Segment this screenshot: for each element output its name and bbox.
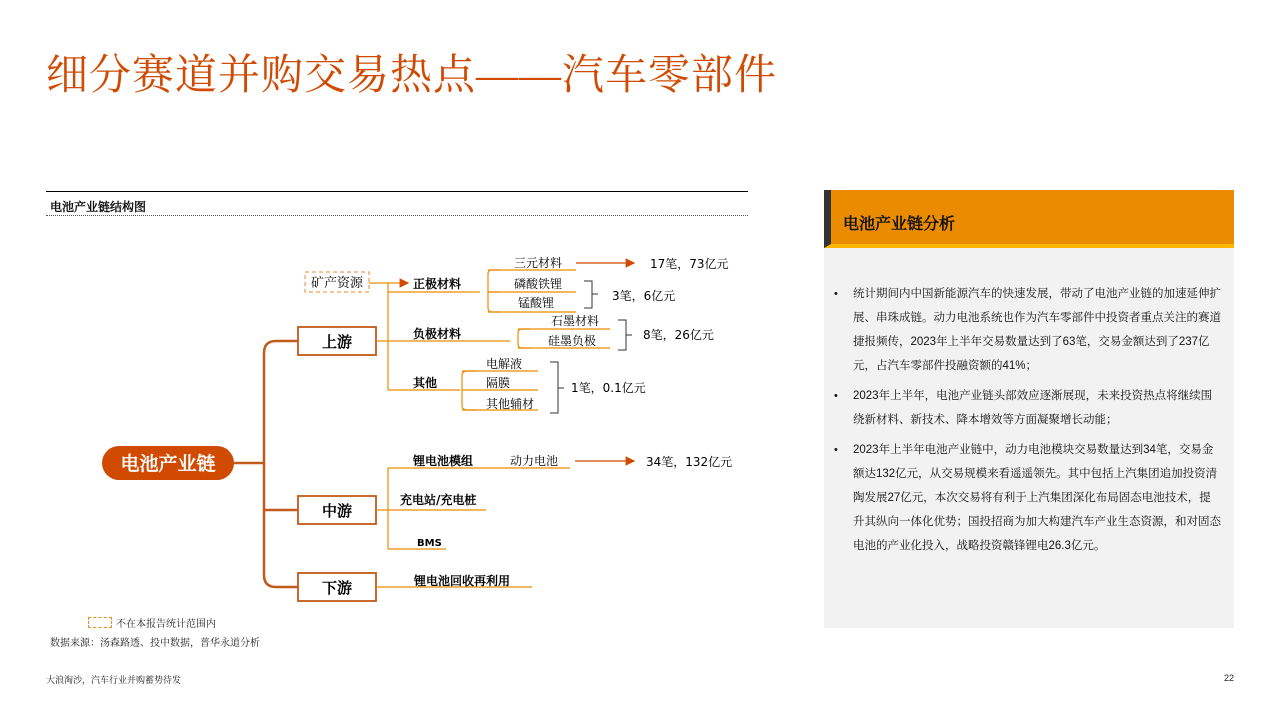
page-number: 22 [1223, 673, 1234, 683]
analysis-bullet: • 统计期间内中国新能源汽车的快速发展，带动了电池产业链的加速延伸扩展、串珠成链。动力电池系统也作为汽车零部件中投资者重点关注的赛道捷报频传，2023年上半年交易数量达到了63笔，交易金额达到了237亿元，占汽车零部件投融资额的41%； [834, 282, 1222, 378]
legend-dashed-box [88, 617, 112, 628]
stage-midstream [298, 496, 376, 524]
recycle-label: 锂电池回收再利用 [414, 574, 511, 588]
mineral-resources-label: 矿产资源 [310, 276, 364, 291]
other-bracket [550, 362, 564, 413]
stage-downstream-label: 下游 [321, 579, 353, 597]
midstream-connectors [376, 468, 570, 549]
deal-anode: 8笔，26亿元 [643, 328, 714, 342]
deal-other: 1笔，0.1亿元 [571, 381, 646, 395]
analysis-panel-header [824, 190, 1234, 248]
page-title: 细分赛道并购交易热点——汽车零部件 [46, 53, 778, 99]
analysis-bullet: • 2023年上半年，电池产业链头部效应逐渐展现，未来投资热点将继续围绕新材料、新技术、降本增效等方面凝聚增长动能； [834, 384, 1222, 432]
footer-text: 大浪淘沙，汽车行业并购蓄势待发 [46, 675, 182, 685]
anode-bracket [618, 320, 632, 350]
analysis-panel [824, 190, 1234, 628]
root-connectors [233, 341, 298, 587]
stage-upstream [298, 327, 376, 355]
cathode-label: 正极材料 [413, 277, 462, 291]
diagram-header-label: 电池产业链结构图 [50, 200, 147, 214]
module-sub-power: 动力电池 [510, 454, 559, 468]
bms-label: BMS [417, 538, 442, 549]
other-sub-electrolyte: 电解液 [486, 357, 523, 371]
other-sub-separator: 隔膜 [486, 376, 511, 390]
anode-sub-graphite: 石墨材料 [551, 314, 600, 328]
deal-lfp-lmo: 3笔，6亿元 [612, 289, 676, 303]
deal-ternary: 17笔，73亿元 [650, 257, 729, 271]
module-label: 锂电池模组 [413, 454, 474, 468]
root-node-label: 电池产业链 [120, 453, 216, 475]
analysis-bullet: • 2023年上半年电池产业链中，动力电池模块交易数量达到34笔，交易金额达132亿元，从交易规模来看遥遥领先。其中包括上汽集团追加投资清陶发展27亿元，本次交易将有利于上汽集团深化布局固态电池技术，提升其纵向一体化优势；国投招商为加大构建汽车产业生态资源，和对固态电池的产业化投入，战略投资赣锋锂电26.3亿元。 [834, 438, 1222, 558]
charging-label: 充电站/充电桩 [400, 493, 477, 507]
lfp-lmo-bracket [584, 281, 598, 308]
data-source: 数据来源：汤森路透、投中数据，普华永道分析 [50, 638, 260, 649]
mineral-resources-node [305, 272, 408, 292]
other-sub-auxiliary: 其他辅材 [486, 397, 535, 411]
cathode-sub-ternary: 三元材料 [514, 256, 563, 270]
stage-midstream-label: 中游 [321, 502, 353, 520]
analysis-panel-title: 电池产业链分析 [843, 216, 956, 233]
analysis-bullet-list [834, 282, 1222, 564]
deal-module: 34笔，132亿元 [646, 455, 733, 469]
cathode-sub-lmo: 锰酸锂 [518, 296, 555, 310]
cathode-sub-lfp: 磷酸铁锂 [514, 277, 563, 291]
legend-label: 不在本报告统计范围内 [116, 619, 216, 630]
other-label: 其他 [413, 376, 438, 390]
anode-sub-silicon: 硅墨负极 [548, 334, 597, 348]
stage-downstream [298, 573, 376, 601]
root-node [102, 446, 234, 480]
stage-upstream-label: 上游 [321, 333, 353, 351]
diagram-legend [88, 615, 216, 630]
anode-label: 负极材料 [413, 327, 462, 341]
